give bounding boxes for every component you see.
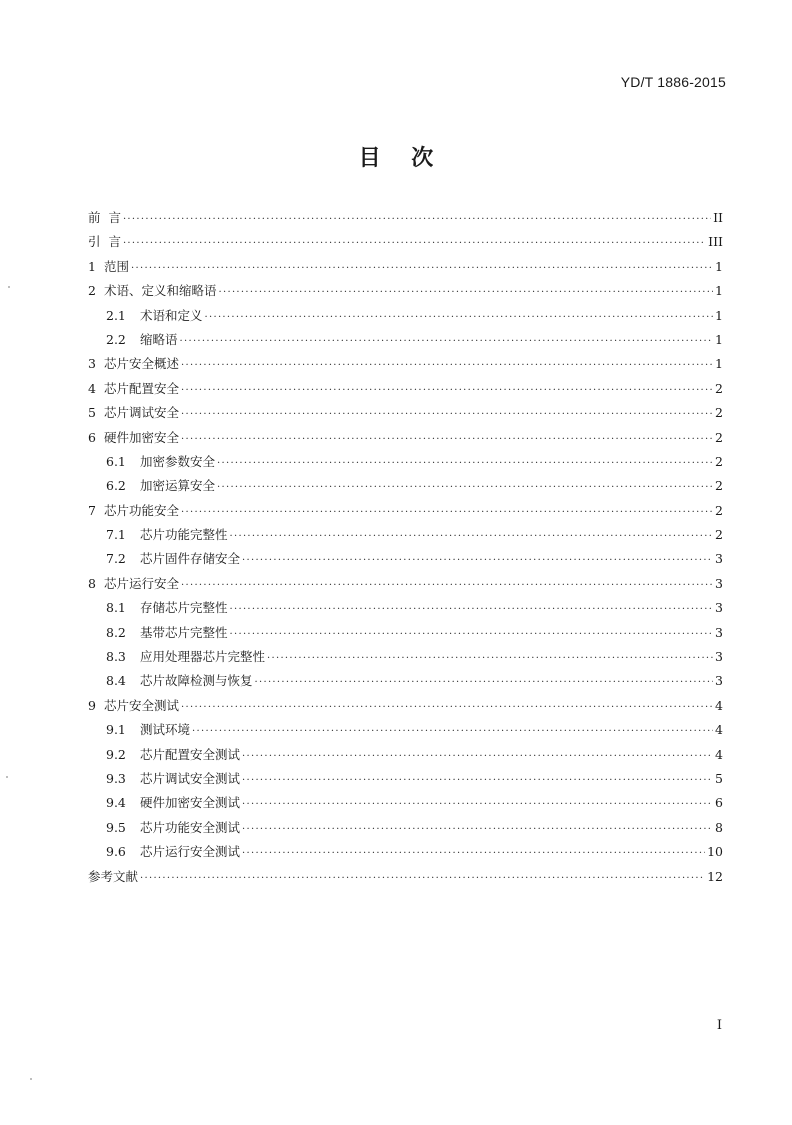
toc-entry[interactable] (88, 474, 723, 498)
toc-entry-number: 2.2 (106, 331, 126, 347)
toc-entry-page: 5 (715, 770, 723, 786)
toc-entry-number: 8.2 (106, 624, 126, 640)
toc-entry-label: 芯片功能安全测试 (140, 819, 241, 835)
toc-entry-number: 7 (88, 502, 96, 518)
toc-dot-leader (242, 769, 713, 793)
toc-entry-page: 4 (715, 697, 723, 713)
toc-entry[interactable] (88, 840, 723, 864)
toc-dot-leader (255, 671, 713, 695)
toc-entry-page: 6 (715, 795, 723, 811)
toc-entry-page: 1 (715, 331, 723, 347)
toc-entry-page: 2 (715, 405, 723, 421)
toc-dot-leader (267, 647, 713, 671)
page-number: I (716, 1018, 722, 1033)
toc-dot-leader (242, 793, 713, 817)
toc-entry-number: 3 (88, 356, 96, 372)
toc-entry-number: 2.1 (106, 307, 126, 323)
toc-entry-number: 9.4 (106, 795, 126, 811)
toc-dot-leader (131, 257, 713, 281)
toc-entry[interactable] (88, 645, 723, 669)
toc-entry-label: 加密参数安全 (140, 453, 216, 469)
toc-entry-number: 7.2 (106, 551, 126, 567)
toc-entry-label: 芯片功能完整性 (140, 527, 228, 543)
toc-entry[interactable] (88, 377, 723, 401)
toc-entry-number: 1 (88, 258, 96, 274)
toc-entry-page: 1 (715, 307, 723, 323)
toc-entry-page: 2 (715, 527, 723, 543)
toc-entry-page: II (713, 210, 723, 225)
toc-entry-page: 3 (715, 575, 723, 591)
toc-entry-label: 前 言 (88, 210, 121, 225)
toc-entry-page: III (708, 234, 723, 250)
toc-entry[interactable] (88, 865, 723, 889)
toc-entry-label: 引 言 (88, 234, 121, 250)
toc-entry-number: 6.1 (106, 453, 126, 469)
toc-entry-label: 芯片配置安全测试 (140, 746, 241, 762)
toc-entry-label: 基带芯片完整性 (140, 624, 228, 640)
toc-entry[interactable] (88, 694, 723, 718)
toc-entry-number: 4 (88, 380, 96, 396)
toc-entry[interactable] (88, 816, 723, 840)
toc-dot-leader (219, 281, 713, 305)
scan-speck (30, 1078, 32, 1080)
toc-dot-leader (217, 476, 713, 500)
toc-entry-number: 9.3 (106, 770, 126, 786)
toc-entry[interactable] (88, 572, 723, 596)
toc-dot-leader (181, 403, 713, 427)
toc-entry[interactable] (88, 596, 723, 620)
toc-entry[interactable] (88, 255, 723, 279)
toc-dot-leader (181, 501, 713, 525)
toc-entry-page: 2 (715, 380, 723, 396)
toc-entry-label: 芯片安全概述 (104, 356, 180, 372)
toc-entry-number: 6 (88, 429, 96, 445)
toc-dot-leader (123, 208, 711, 232)
toc-entry-label: 芯片配置安全 (104, 380, 180, 396)
toc-dot-leader (181, 574, 713, 598)
toc-entry-label: 术语、定义和缩略语 (104, 283, 217, 299)
toc-entry-page: 2 (715, 478, 723, 494)
toc-entry-number: 5 (88, 405, 96, 421)
page-title: 目 次 (358, 146, 434, 171)
toc-entry-page: 2 (715, 502, 723, 518)
toc-entry[interactable] (88, 718, 723, 742)
toc-dot-leader (123, 232, 706, 256)
toc-entry[interactable] (88, 743, 723, 767)
toc-entry[interactable] (88, 426, 723, 450)
toc-entry-label: 应用处理器芯片完整性 (140, 649, 266, 665)
toc-dot-leader (230, 623, 713, 647)
toc-entry-number: 8 (88, 575, 96, 591)
toc-entry-label: 芯片故障检测与恢复 (140, 673, 253, 689)
toc-entry-page: 1 (715, 283, 723, 299)
toc-dot-leader (205, 306, 713, 330)
standard-code: YD/T 1886-2015 (620, 74, 726, 90)
toc-entry-page: 3 (715, 600, 723, 616)
toc-entry[interactable] (88, 206, 723, 230)
toc-entry-label: 缩略语 (140, 331, 178, 347)
toc-dot-leader (181, 428, 713, 452)
scan-speck (8, 286, 10, 288)
toc-entry[interactable] (88, 791, 723, 815)
toc-entry[interactable] (88, 523, 723, 547)
toc-entry-label: 芯片固件存储安全 (140, 551, 241, 567)
toc-entry-label: 芯片安全测试 (104, 697, 180, 713)
toc-entry-label: 范围 (104, 258, 130, 274)
toc-entry-label: 芯片调试安全测试 (140, 770, 241, 786)
toc-entry-number: 8.1 (106, 600, 126, 616)
toc-dot-leader (242, 818, 713, 842)
toc-entry-page: 3 (715, 673, 723, 689)
toc-entry-number: 9.1 (106, 722, 126, 738)
toc-entry[interactable] (88, 547, 723, 571)
toc-entry-label: 测试环境 (140, 722, 191, 738)
toc-dot-leader (242, 842, 705, 866)
toc-entry-number: 6.2 (106, 478, 126, 494)
toc-entry-page: 12 (707, 868, 723, 884)
scan-speck (6, 776, 8, 778)
table-of-contents (88, 206, 723, 889)
toc-dot-leader (242, 745, 713, 769)
toc-dot-leader (230, 598, 713, 622)
toc-entry[interactable] (88, 352, 723, 376)
toc-entry-page: 2 (715, 453, 723, 469)
toc-entry[interactable] (88, 499, 723, 523)
toc-dot-leader (230, 525, 713, 549)
toc-entry-label: 存储芯片完整性 (140, 600, 228, 616)
toc-entry-number: 8.3 (106, 649, 126, 665)
toc-entry-page: 3 (715, 649, 723, 665)
toc-entry-page: 10 (707, 844, 723, 860)
toc-entry-number: 9.6 (106, 844, 126, 860)
toc-entry[interactable] (88, 328, 723, 352)
toc-entry[interactable] (88, 230, 723, 254)
toc-entry-page: 3 (715, 624, 723, 640)
toc-dot-leader (181, 379, 713, 403)
toc-dot-leader (181, 696, 713, 720)
toc-dot-leader (217, 452, 713, 476)
toc-dot-leader (181, 354, 713, 378)
toc-entry[interactable] (88, 304, 723, 328)
toc-entry-label: 加密运算安全 (140, 478, 216, 494)
toc-entry-label: 硬件加密安全 (104, 429, 180, 445)
toc-entry-label: 参考文献 (88, 868, 139, 884)
toc-entry-page: 4 (715, 746, 723, 762)
toc-entry-page: 1 (715, 356, 723, 372)
toc-entry[interactable] (88, 401, 723, 425)
toc-entry-page: 4 (715, 722, 723, 738)
toc-dot-leader (242, 549, 713, 573)
toc-entry-label: 芯片运行安全测试 (140, 844, 241, 860)
toc-entry-number: 8.4 (106, 673, 126, 689)
toc-entry-label: 术语和定义 (140, 307, 203, 323)
toc-entry-page: 3 (715, 551, 723, 567)
toc-entry-label: 芯片功能安全 (104, 502, 180, 518)
toc-entry-number: 9.5 (106, 819, 126, 835)
toc-entry[interactable] (88, 767, 723, 791)
toc-entry[interactable] (88, 669, 723, 693)
toc-entry-page: 8 (715, 819, 723, 835)
toc-entry-number: 7.1 (106, 527, 126, 543)
toc-entry-number: 9.2 (106, 746, 126, 762)
toc-entry-label: 芯片调试安全 (104, 405, 180, 421)
toc-entry-number: 2 (88, 283, 96, 299)
toc-entry[interactable] (88, 621, 723, 645)
toc-entry[interactable] (88, 450, 723, 474)
toc-entry-page: 1 (715, 258, 723, 274)
toc-dot-leader (140, 867, 705, 891)
toc-dot-leader (180, 330, 713, 354)
toc-entry-label: 芯片运行安全 (104, 575, 180, 591)
toc-entry-label: 硬件加密安全测试 (140, 795, 241, 811)
toc-entry[interactable] (88, 279, 723, 303)
toc-entry-page: 2 (715, 429, 723, 445)
toc-entry-number: 9 (88, 697, 96, 713)
toc-dot-leader (192, 720, 713, 744)
